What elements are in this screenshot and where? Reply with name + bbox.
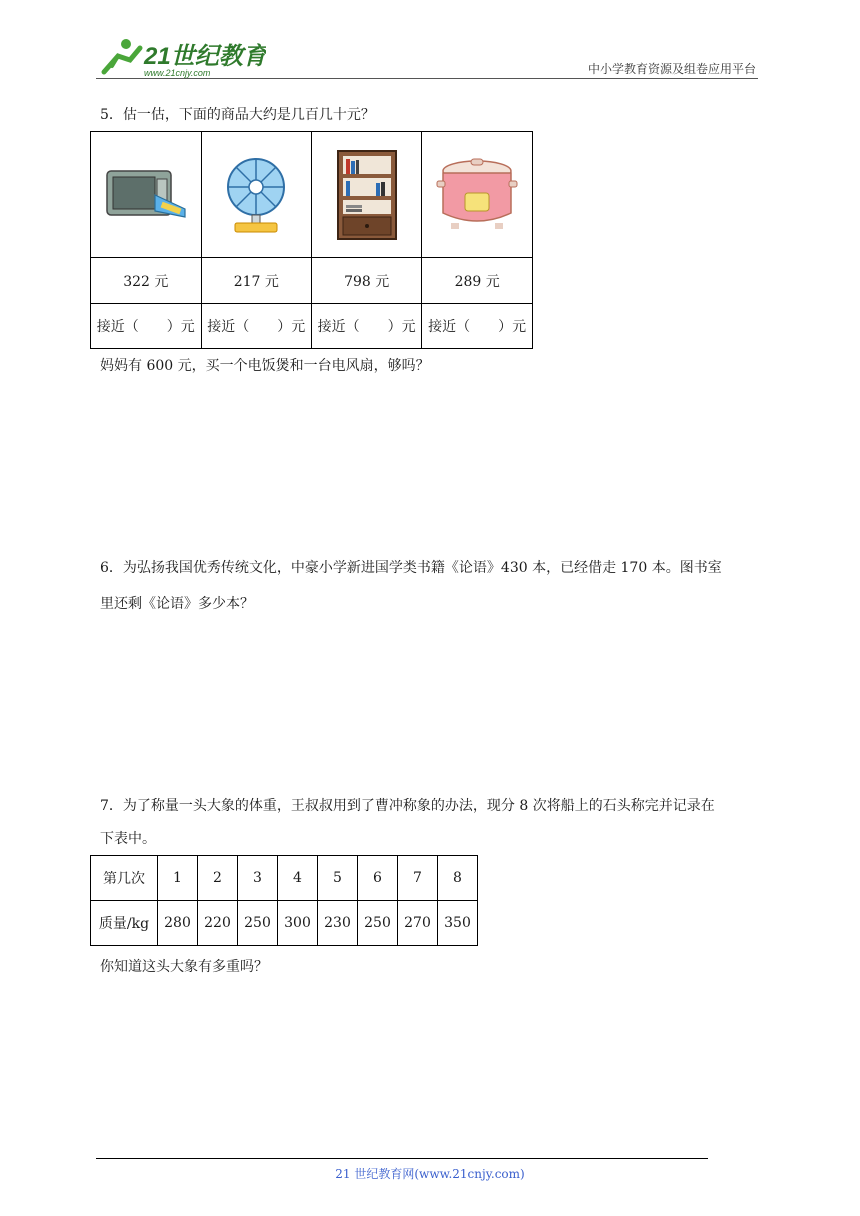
table-cell: 3 (238, 856, 278, 901)
table-cell: 250 (238, 901, 278, 946)
goods-cell (422, 132, 533, 258)
goods-image-row (91, 132, 533, 258)
q7-line1: 7．为了称量一头大象的体重，王叔叔用到了曹冲称象的办法，现分 8 次将船上的石头称完并记录在 (100, 798, 715, 814)
q5-goods-table (90, 131, 533, 349)
row-header: 第几次 (91, 856, 158, 901)
svg-text:21世纪教育: 21世纪教育 (144, 43, 266, 70)
q5-followup: 妈妈有 600 元，买一个电饭煲和一台电风扇，够吗？ (100, 358, 430, 374)
q5-prompt: 5．估一估，下面的商品大约是几百几十元？ (100, 107, 375, 123)
estimate-blank[interactable]: 接近（ ）元 (201, 304, 311, 349)
table-row (91, 856, 478, 901)
table-cell: 280 (158, 901, 198, 946)
site-logo (96, 36, 266, 80)
table-row (91, 901, 478, 946)
table-cell: 4 (278, 856, 318, 901)
table-cell: 350 (438, 901, 478, 946)
table-cell: 8 (438, 856, 478, 901)
price-cell: 289 元 (422, 258, 533, 304)
microwave-icon (91, 165, 201, 225)
table-cell: 5 (318, 856, 358, 901)
table-cell: 7 (398, 856, 438, 901)
q6-line1: 6．为弘扬我国优秀传统文化，中豪小学新进国学类书籍《论语》430 本，已经借走 170 本。图书室 (100, 560, 722, 576)
estimate-blank[interactable]: 接近（ ）元 (312, 304, 422, 349)
estimate-row (91, 304, 533, 349)
fan-icon (202, 155, 311, 235)
table-cell: 300 (278, 901, 318, 946)
bookshelf-icon (312, 149, 421, 241)
footer-link[interactable]: 21 世纪教育网(www.21cnjy.com) (335, 1167, 525, 1181)
table-cell: 2 (198, 856, 238, 901)
estimate-blank[interactable]: 接近（ ）元 (91, 304, 202, 349)
goods-cell (312, 132, 422, 258)
goods-cell (201, 132, 311, 258)
q7-followup: 你知道这头大象有多重吗？ (100, 959, 268, 975)
price-cell: 322 元 (91, 258, 202, 304)
estimate-blank[interactable]: 接近（ ）元 (422, 304, 533, 349)
footer-divider (96, 1158, 708, 1159)
table-cell: 270 (398, 901, 438, 946)
rice-cooker-icon (422, 157, 532, 233)
table-cell: 1 (158, 856, 198, 901)
price-cell: 217 元 (201, 258, 311, 304)
goods-cell (91, 132, 202, 258)
q6-line2: 里还剩《论语》多少本？ (100, 596, 254, 612)
table-cell: 6 (358, 856, 398, 901)
table-cell: 220 (198, 901, 238, 946)
header-divider (96, 78, 758, 79)
price-cell: 798 元 (312, 258, 422, 304)
q7-weights-table (90, 855, 478, 946)
svg-text:www.21cnjy.com: www.21cnjy.com (144, 68, 211, 78)
price-row (91, 258, 533, 304)
table-cell: 230 (318, 901, 358, 946)
q7-line2: 下表中。 (100, 831, 156, 847)
row-header: 质量/kg (91, 901, 158, 946)
platform-name: 中小学教育资源及组卷应用平台 (587, 62, 756, 76)
table-cell: 250 (358, 901, 398, 946)
